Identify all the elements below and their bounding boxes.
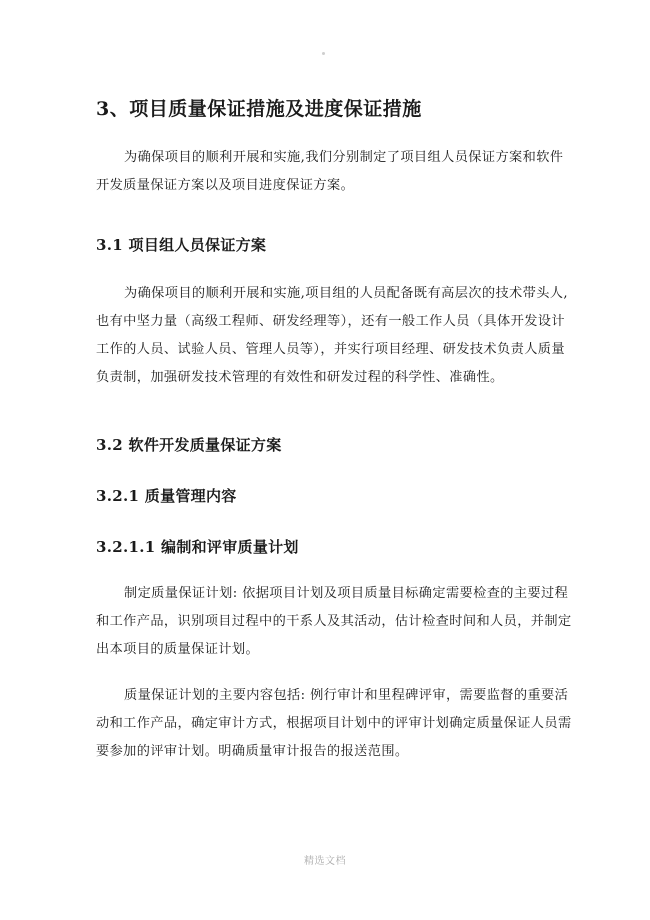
main-heading: 3、项目质量保证措施及进度保证措施 xyxy=(96,98,422,120)
text-line: 也有中坚力量（高级工程师、研发经理等），还有一般工作人员（具体开发设计 xyxy=(96,314,565,329)
section-3-2-1-heading: 3.2.1 质量管理内容 xyxy=(96,487,237,505)
section-3-2-1-1-heading: 3.2.1.1 编制和评审质量计划 xyxy=(96,538,299,556)
text-line: 工作的人员、试验人员、管理人员等），并实行项目经理、研发技术负责人质量 xyxy=(96,342,565,357)
text-line: 要参加的评审计划。明确质量审计报告的报送范围。 xyxy=(96,744,409,759)
quality-plan-paragraph xyxy=(96,580,572,664)
text-line: 动和工作产品，确定审计方式，根据项目计划中的评审计划确定质量保证人员需 xyxy=(96,716,572,731)
text-line: 质量保证计划的主要内容包括: 例行审计和里程碑评审，需要监督的重要活 xyxy=(124,688,569,703)
text-line: 负责制，加强研发技术管理的有效性和研发过程的科学性、准确性。 xyxy=(96,370,504,385)
text-line: 和工作产品，识别项目过程中的干系人及其活动，估计检查时间和人员，并制定 xyxy=(96,614,572,629)
page-mark xyxy=(322,52,325,55)
text-line: 制定质量保证计划: 依据项目计划及项目质量目标确定需要检查的主要过程 xyxy=(124,586,569,601)
intro-paragraph xyxy=(96,144,564,200)
quality-plan-content-paragraph xyxy=(96,682,572,766)
text-line: 出本项目的质量保证计划。 xyxy=(96,642,260,657)
text-line: 为确保项目的顺利开展和实施,项目组的人员配备既有高层次的技术带头人, xyxy=(124,286,568,301)
section-3-1-heading: 3.1 项目组人员保证方案 xyxy=(96,236,267,254)
page-footer: 精选文档 xyxy=(304,856,346,867)
section-3-2-heading: 3.2 软件开发质量保证方案 xyxy=(96,436,282,454)
text-line: 开发质量保证方案以及项目进度保证方案。 xyxy=(96,178,355,193)
text-line: 为确保项目的顺利开展和实施,我们分别制定了项目组人员保证方案和软件 xyxy=(124,150,564,165)
section-3-1-paragraph xyxy=(96,280,568,392)
